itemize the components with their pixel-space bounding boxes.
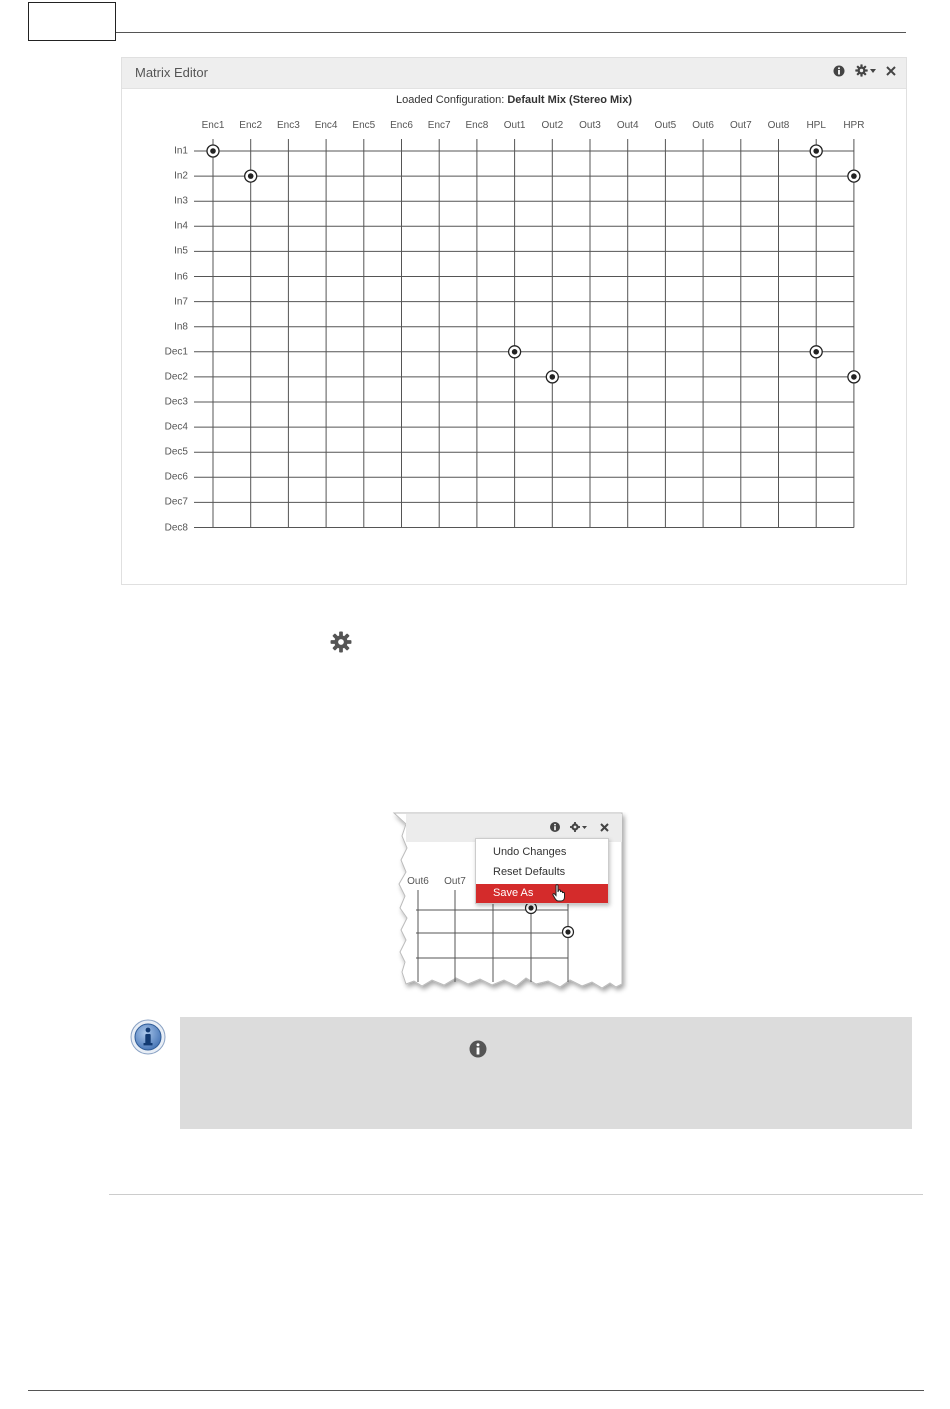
info-icon[interactable] <box>833 65 845 77</box>
column-label: HPL <box>806 120 826 131</box>
menu-item-save-as[interactable] <box>476 884 608 903</box>
column-label: Enc6 <box>390 120 413 131</box>
column-label: Enc8 <box>465 120 489 131</box>
route-dot[interactable] <box>207 145 219 157</box>
column-label: Enc1 <box>201 120 225 131</box>
loaded-configuration-label: Loaded Configuration: <box>396 94 508 106</box>
column-label: Out1 <box>503 120 526 131</box>
inset-info-icon[interactable] <box>550 822 560 832</box>
gear-icon <box>330 631 352 653</box>
column-label: Enc7 <box>427 120 451 131</box>
row-label: In3 <box>174 195 188 207</box>
menu-item-undo-changes[interactable]: Undo Changes <box>493 846 567 858</box>
loaded-configuration-name: Default Mix (Stereo Mix) <box>507 94 632 106</box>
column-label: Enc3 <box>276 120 300 131</box>
note-info-badge-icon <box>129 1018 167 1056</box>
column-label: Out7 <box>729 120 752 131</box>
route-dot[interactable] <box>848 371 860 383</box>
column-label: Enc2 <box>239 120 263 131</box>
column-label: HPR <box>843 120 865 131</box>
header-rule <box>116 32 906 33</box>
column-label: Out5 <box>654 120 677 131</box>
menu-item-reset-defaults[interactable]: Reset Defaults <box>493 866 566 878</box>
route-dot[interactable] <box>509 346 521 358</box>
row-label: In8 <box>174 321 188 333</box>
column-label: Out6 <box>692 120 714 131</box>
matrix-editor-header <box>122 58 906 89</box>
page-number-box <box>28 2 116 41</box>
inset-column-label: Out6 <box>407 876 429 887</box>
gear-menu-inset <box>392 812 632 997</box>
row-label: Dec2 <box>164 371 188 383</box>
row-label: In4 <box>174 220 188 232</box>
close-icon[interactable] <box>886 66 896 76</box>
gear-dropdown-menu <box>475 838 609 904</box>
note-box <box>180 1017 912 1129</box>
matrix-editor-panel <box>121 57 907 585</box>
route-dot[interactable] <box>848 170 860 182</box>
section-divider <box>109 1194 923 1195</box>
row-label: Dec3 <box>164 396 188 408</box>
loaded-configuration <box>122 94 906 106</box>
row-label: In1 <box>174 145 188 157</box>
route-dot[interactable] <box>245 170 257 182</box>
row-label: Dec6 <box>164 471 188 483</box>
row-label: In7 <box>174 296 188 308</box>
info-icon <box>469 1040 487 1058</box>
row-label: Dec4 <box>164 421 188 433</box>
inset-column-label: Out7 <box>444 876 466 887</box>
row-label: Dec8 <box>164 522 188 533</box>
column-label: Enc4 <box>314 120 338 131</box>
route-dot[interactable] <box>810 346 822 358</box>
matrix-editor-title: Matrix Editor <box>135 65 208 80</box>
row-label: In6 <box>174 271 188 282</box>
column-label: Out4 <box>616 120 639 131</box>
routing-matrix-grid <box>122 58 908 586</box>
row-label: Dec5 <box>164 446 188 458</box>
column-label: Enc5 <box>352 120 376 131</box>
footer-rule <box>28 1390 924 1391</box>
inset-route-dot[interactable] <box>526 903 537 914</box>
row-label: Dec7 <box>164 496 188 508</box>
inset-route-dot[interactable] <box>563 927 574 938</box>
menu-item-save-as-label: Save As <box>493 887 534 899</box>
route-dot[interactable] <box>810 145 822 157</box>
gear-dropdown-icon[interactable] <box>855 64 876 77</box>
row-label: In2 <box>174 170 188 182</box>
column-label: Out2 <box>541 120 564 131</box>
column-label: Out8 <box>767 120 790 131</box>
hand-cursor-icon <box>552 884 566 902</box>
column-label: Out3 <box>579 120 601 131</box>
route-dot[interactable] <box>546 371 558 383</box>
row-label: Dec1 <box>164 346 188 358</box>
row-label: In5 <box>174 245 188 257</box>
